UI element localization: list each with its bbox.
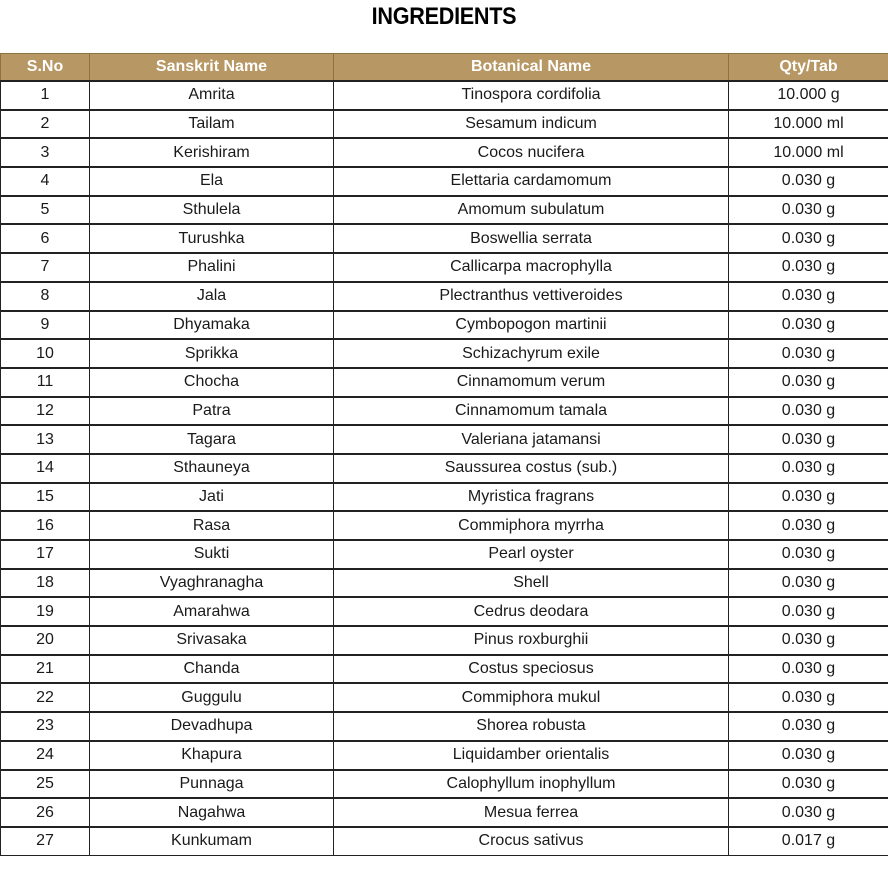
cell-sanskrit-name: Srivasaka [90, 626, 334, 655]
cell-sno: 10 [1, 339, 90, 368]
cell-botanical-name: Liquidamber orientalis [334, 741, 729, 770]
cell-sanskrit-name: Turushka [90, 224, 334, 253]
cell-sno: 9 [1, 311, 90, 340]
cell-qty-tab: 0.030 g [729, 167, 888, 196]
cell-botanical-name: Myristica fragrans [334, 483, 729, 512]
cell-sanskrit-name: Guggulu [90, 683, 334, 712]
cell-qty-tab: 0.030 g [729, 311, 888, 340]
cell-botanical-name: Plectranthus vettiveroides [334, 282, 729, 311]
header-botanical-name: Botanical Name [334, 54, 729, 82]
cell-qty-tab: 0.030 g [729, 368, 888, 397]
table-row [1, 224, 888, 253]
cell-botanical-name: Cymbopogon martinii [334, 311, 729, 340]
cell-sno: 26 [1, 798, 90, 827]
cell-botanical-name: Commiphora myrrha [334, 511, 729, 540]
cell-sanskrit-name: Tagara [90, 425, 334, 454]
cell-sno: 25 [1, 770, 90, 799]
cell-botanical-name: Elettaria cardamomum [334, 167, 729, 196]
cell-botanical-name: Pinus roxburghii [334, 626, 729, 655]
page-title: INGREDIENTS [371, 3, 517, 30]
cell-sno: 5 [1, 196, 90, 225]
cell-qty-tab: 0.030 g [729, 397, 888, 426]
cell-sanskrit-name: Patra [90, 397, 334, 426]
cell-sno: 18 [1, 569, 90, 598]
cell-qty-tab: 0.030 g [729, 282, 888, 311]
cell-qty-tab: 10.000 g [729, 81, 888, 110]
cell-sno: 27 [1, 827, 90, 855]
cell-sno: 14 [1, 454, 90, 483]
cell-sanskrit-name: Sukti [90, 540, 334, 569]
table-row [1, 425, 888, 454]
cell-sanskrit-name: Jala [90, 282, 334, 311]
cell-sno: 2 [1, 110, 90, 139]
cell-botanical-name: Pearl oyster [334, 540, 729, 569]
cell-sno: 24 [1, 741, 90, 770]
cell-sanskrit-name: Ela [90, 167, 334, 196]
cell-sanskrit-name: Kerishiram [90, 138, 334, 167]
table-row [1, 253, 888, 282]
header-qty-tab: Qty/Tab [729, 54, 888, 82]
table-row [1, 339, 888, 368]
table-row [1, 397, 888, 426]
cell-qty-tab: 0.030 g [729, 597, 888, 626]
cell-sanskrit-name: Devadhupa [90, 712, 334, 741]
cell-sanskrit-name: Jati [90, 483, 334, 512]
cell-sno: 19 [1, 597, 90, 626]
cell-sno: 16 [1, 511, 90, 540]
cell-qty-tab: 0.030 g [729, 655, 888, 684]
cell-qty-tab: 0.030 g [729, 253, 888, 282]
table-row [1, 626, 888, 655]
table-row [1, 540, 888, 569]
cell-sno: 11 [1, 368, 90, 397]
table-row [1, 597, 888, 626]
cell-botanical-name: Cocos nucifera [334, 138, 729, 167]
ingredients-table [0, 53, 888, 856]
cell-qty-tab: 0.030 g [729, 224, 888, 253]
cell-sanskrit-name: Punnaga [90, 770, 334, 799]
cell-botanical-name: Valeriana jatamansi [334, 425, 729, 454]
cell-qty-tab: 0.030 g [729, 626, 888, 655]
cell-botanical-name: Crocus sativus [334, 827, 729, 855]
cell-botanical-name: Cedrus deodara [334, 597, 729, 626]
table-row [1, 511, 888, 540]
cell-sno: 8 [1, 282, 90, 311]
cell-sanskrit-name: Sthauneya [90, 454, 334, 483]
cell-qty-tab: 10.000 ml [729, 138, 888, 167]
cell-qty-tab: 0.030 g [729, 540, 888, 569]
table-row [1, 741, 888, 770]
cell-sanskrit-name: Sthulela [90, 196, 334, 225]
table-row [1, 167, 888, 196]
table-row [1, 454, 888, 483]
cell-botanical-name: Cinnamomum tamala [334, 397, 729, 426]
table-row [1, 655, 888, 684]
cell-sno: 20 [1, 626, 90, 655]
cell-botanical-name: Shorea robusta [334, 712, 729, 741]
cell-botanical-name: Callicarpa macrophylla [334, 253, 729, 282]
table-row [1, 196, 888, 225]
cell-sno: 21 [1, 655, 90, 684]
table-row [1, 683, 888, 712]
cell-botanical-name: Mesua ferrea [334, 798, 729, 827]
table-row [1, 110, 888, 139]
cell-sno: 1 [1, 81, 90, 110]
cell-sno: 12 [1, 397, 90, 426]
table-row [1, 282, 888, 311]
cell-botanical-name: Schizachyrum exile [334, 339, 729, 368]
cell-botanical-name: Shell [334, 569, 729, 598]
cell-qty-tab: 0.030 g [729, 741, 888, 770]
cell-botanical-name: Cinnamomum verum [334, 368, 729, 397]
table-row [1, 569, 888, 598]
cell-qty-tab: 0.030 g [729, 798, 888, 827]
cell-sanskrit-name: Tailam [90, 110, 334, 139]
cell-sno: 6 [1, 224, 90, 253]
cell-qty-tab: 0.030 g [729, 339, 888, 368]
cell-sno: 7 [1, 253, 90, 282]
cell-botanical-name: Calophyllum inophyllum [334, 770, 729, 799]
cell-botanical-name: Costus speciosus [334, 655, 729, 684]
cell-botanical-name: Saussurea costus (sub.) [334, 454, 729, 483]
cell-qty-tab: 0.030 g [729, 712, 888, 741]
cell-sanskrit-name: Vyaghranagha [90, 569, 334, 598]
header-sno: S.No [1, 54, 90, 82]
table-row [1, 827, 888, 855]
table-row [1, 798, 888, 827]
cell-qty-tab: 0.030 g [729, 483, 888, 512]
cell-sanskrit-name: Chanda [90, 655, 334, 684]
table-row [1, 712, 888, 741]
cell-botanical-name: Sesamum indicum [334, 110, 729, 139]
table-row [1, 770, 888, 799]
cell-sanskrit-name: Amarahwa [90, 597, 334, 626]
cell-sanskrit-name: Phalini [90, 253, 334, 282]
cell-qty-tab: 0.030 g [729, 569, 888, 598]
table-row [1, 483, 888, 512]
cell-sanskrit-name: Rasa [90, 511, 334, 540]
table-row [1, 81, 888, 110]
cell-sno: 22 [1, 683, 90, 712]
table-header-row [1, 54, 888, 82]
table-row [1, 311, 888, 340]
table-body [1, 81, 888, 855]
cell-sanskrit-name: Chocha [90, 368, 334, 397]
cell-sanskrit-name: Kunkumam [90, 827, 334, 855]
cell-qty-tab: 0.017 g [729, 827, 888, 855]
cell-sanskrit-name: Dhyamaka [90, 311, 334, 340]
cell-sanskrit-name: Sprikka [90, 339, 334, 368]
cell-qty-tab: 0.030 g [729, 683, 888, 712]
cell-qty-tab: 0.030 g [729, 196, 888, 225]
cell-qty-tab: 0.030 g [729, 511, 888, 540]
cell-botanical-name: Tinospora cordifolia [334, 81, 729, 110]
cell-qty-tab: 10.000 ml [729, 110, 888, 139]
cell-sanskrit-name: Nagahwa [90, 798, 334, 827]
cell-sanskrit-name: Khapura [90, 741, 334, 770]
cell-botanical-name: Amomum subulatum [334, 196, 729, 225]
table-row [1, 138, 888, 167]
cell-sno: 23 [1, 712, 90, 741]
cell-qty-tab: 0.030 g [729, 770, 888, 799]
cell-qty-tab: 0.030 g [729, 425, 888, 454]
cell-botanical-name: Commiphora mukul [334, 683, 729, 712]
cell-sno: 17 [1, 540, 90, 569]
header-sanskrit-name: Sanskrit Name [90, 54, 334, 82]
cell-botanical-name: Boswellia serrata [334, 224, 729, 253]
cell-sno: 13 [1, 425, 90, 454]
cell-sno: 3 [1, 138, 90, 167]
cell-sanskrit-name: Amrita [90, 81, 334, 110]
table-row [1, 368, 888, 397]
cell-qty-tab: 0.030 g [729, 454, 888, 483]
cell-sno: 4 [1, 167, 90, 196]
cell-sno: 15 [1, 483, 90, 512]
